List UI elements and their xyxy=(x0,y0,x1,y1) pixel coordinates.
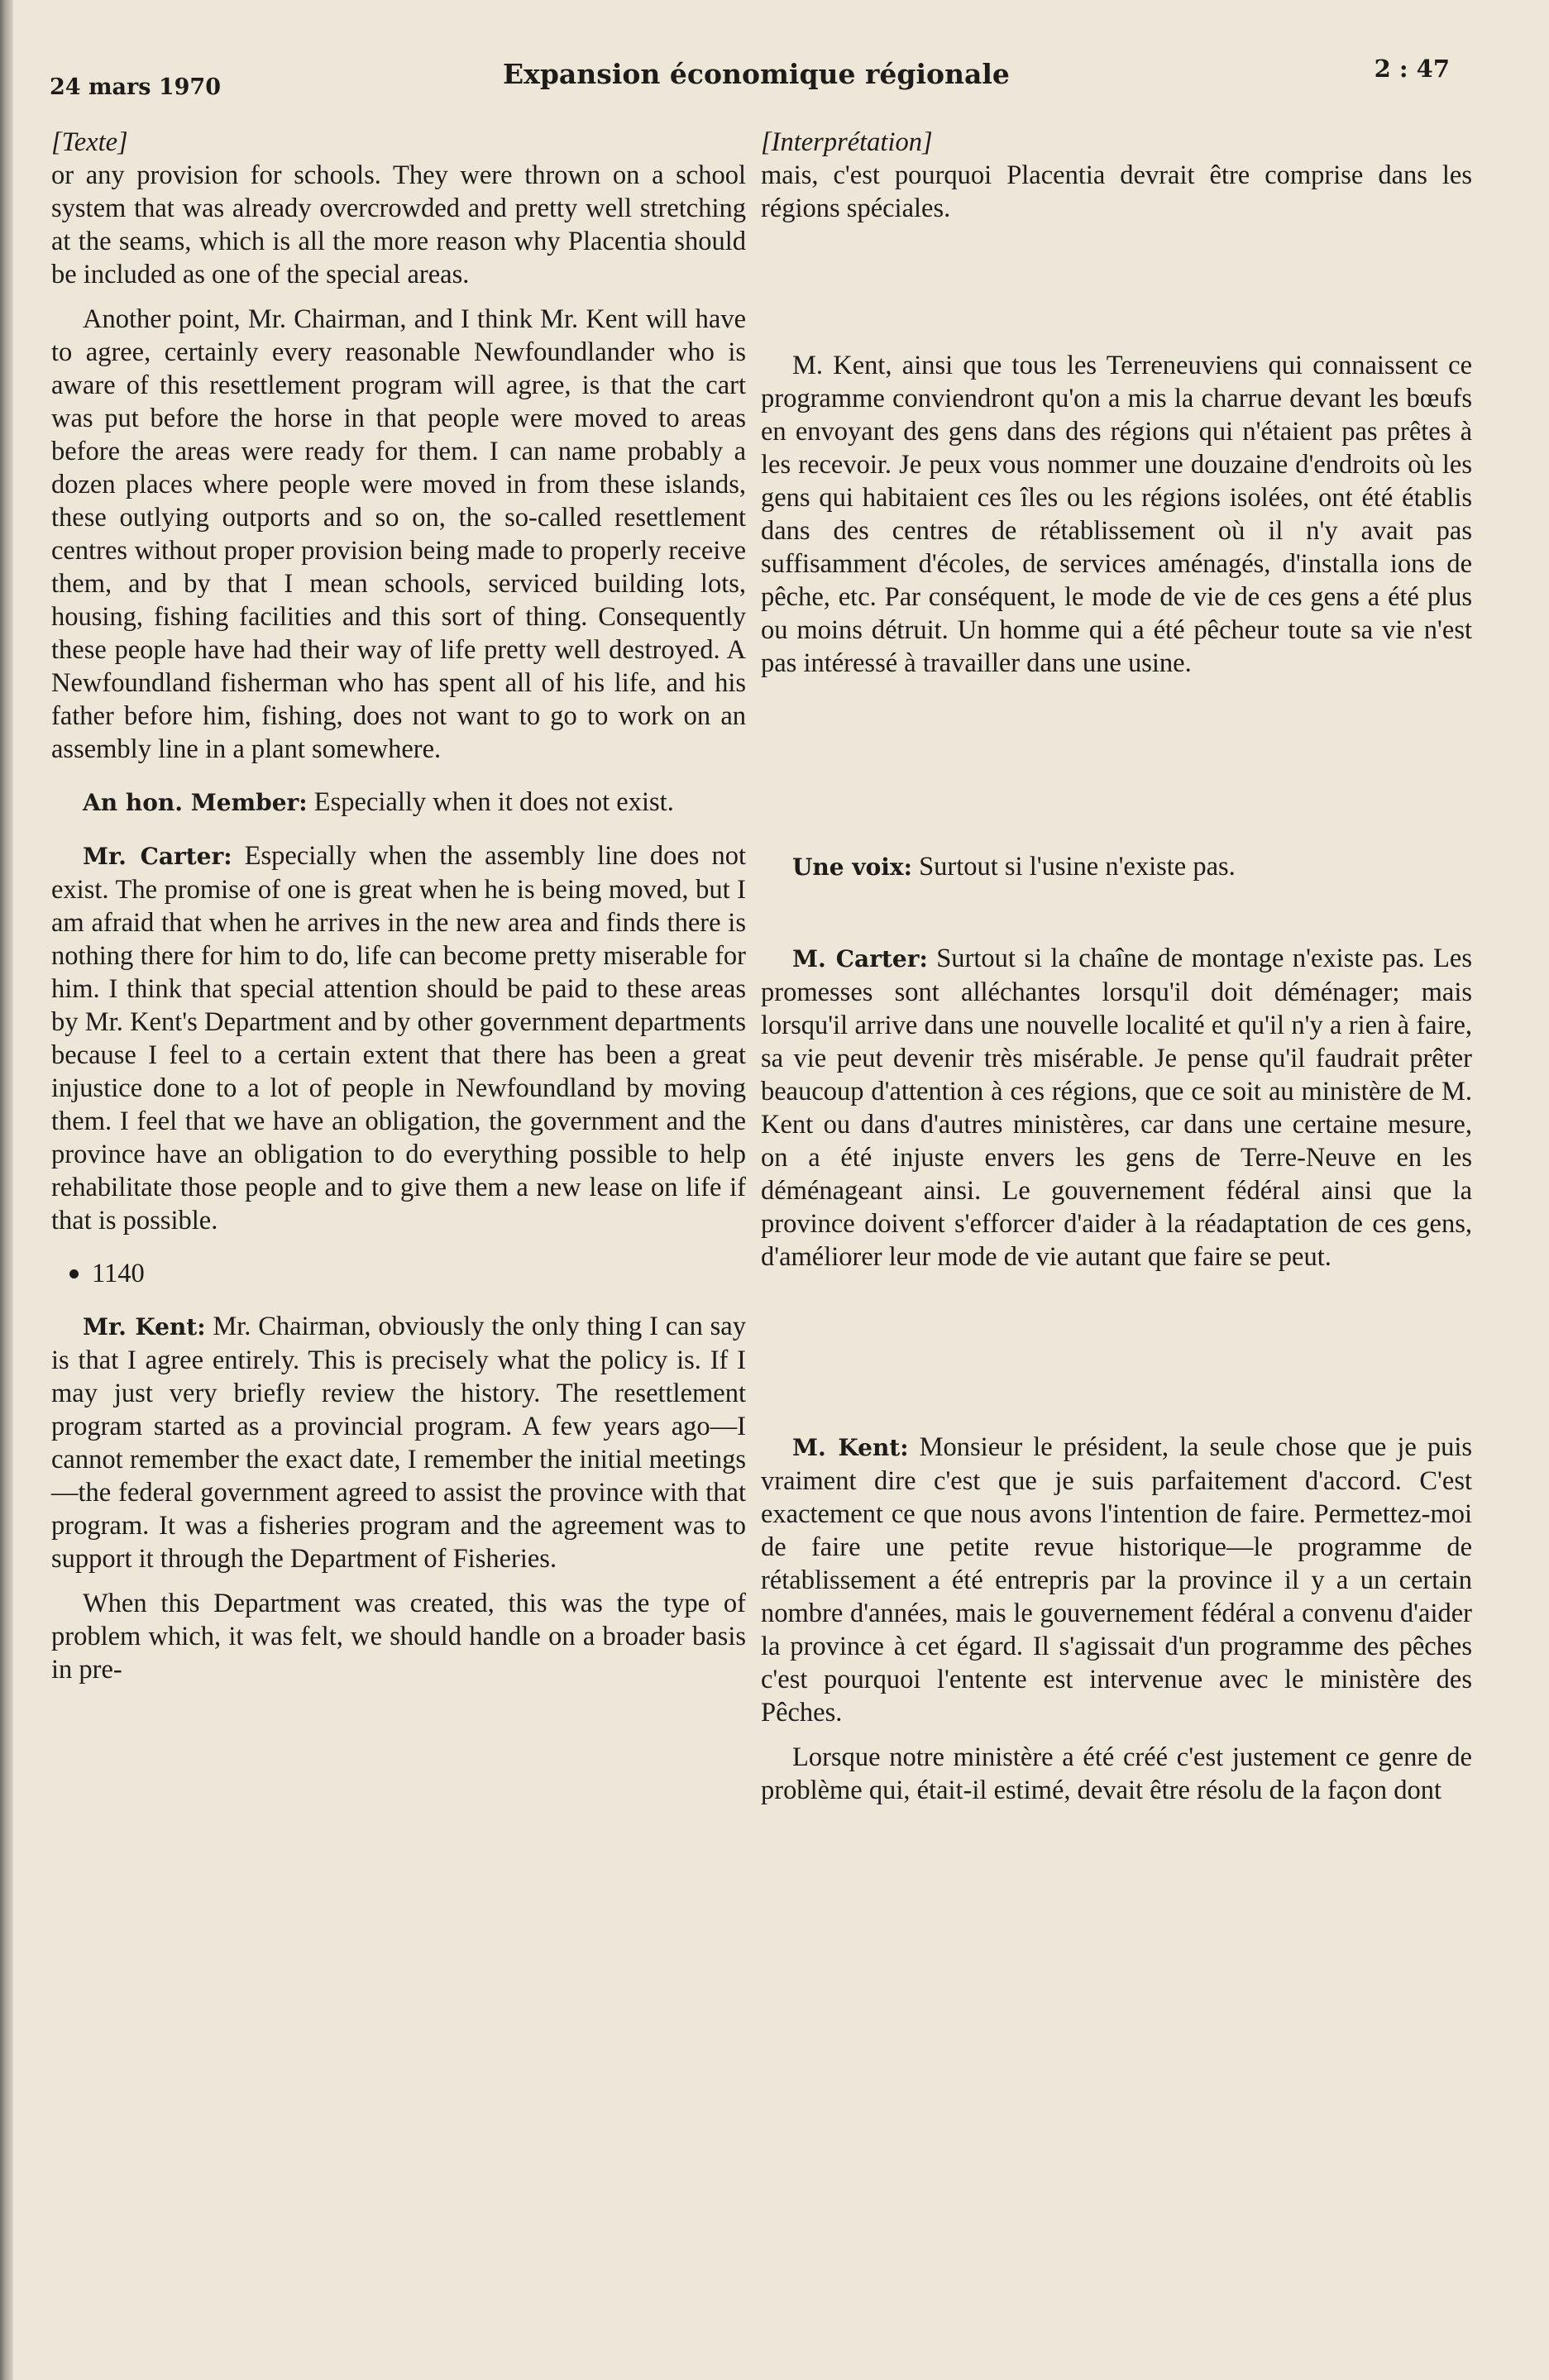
speaker-name: M. Kent: xyxy=(792,1434,909,1461)
paragraph: or any provision for schools. They were thrown on a school system that was already overcrowded and pretty well stretching at the seams, which is all the more reason why Placentia should be included as one of the special areas. xyxy=(51,160,746,289)
page-header xyxy=(50,51,1450,98)
speaker-name: Une voix: xyxy=(792,853,912,881)
interpretation-language-tag: [Interprétation] xyxy=(761,127,933,157)
speaker-name: M. Carter: xyxy=(792,945,928,973)
english-column xyxy=(51,126,746,1686)
time-marker-value: 1140 xyxy=(92,1259,145,1288)
text-language-tag: [Texte] xyxy=(51,127,128,157)
speech-paragraph xyxy=(51,786,746,820)
speech-paragraph xyxy=(51,1310,746,1575)
speech-paragraph xyxy=(761,942,1472,1274)
paragraph: mais, c'est pourquoi Placentia devrait être comprise dans les régions spéciales. xyxy=(761,160,1472,223)
speech-text: Especially when the assembly line does not exist. The promise of one is great when he is being moved, but I am afraid that when he arrives in the new area and finds there is nothing there for him to do, life can become pretty miserable for him. I think that special attention should be paid to these areas by Mr. Kent's Department and by other government departments because I feel to a certain extent that there has been a great injustice done to a lot of people in Newfoundland by moving them. I feel that we have an obligation, the government and the province have an obligation to do everything possible to help rehabilitate those people and to give them a new lease on life if that is possible. xyxy=(51,841,746,1235)
speech-text: Surtout si la chaîne de montage n'existe pas. Les promesses sont alléchantes lorsqu'il doit déménager; mais lorsqu'il arrive dans une nouvelle localité et qu'il n'y a rien à faire, sa vie peut devenir très misérable. Je pense qu'il faudrait prêter beaucoup d'attention à ces régions, que ce soit au ministère de M. Kent ou dans d'autres ministères, car dans une certaine mesure, on a été injuste envers les gens de Terre-Neuve en les déménageant ainsi. Le gouvernement fédéral ainsi que la province doivent s'efforcer d'aider à la réadaptation de ces gens, d'améliorer leur mode de vie autant que faire se peut. xyxy=(761,944,1472,1272)
header-date: 24 mars 1970 xyxy=(50,74,222,100)
book-spine-shadow xyxy=(0,0,13,2380)
paragraph: Lorsque notre ministère a été créé c'est justement ce genre de problème qui, était-il estimé, devait être résolu de la façon dont xyxy=(761,1742,1472,1805)
french-column xyxy=(761,126,1472,1807)
speech-paragraph xyxy=(761,1431,1472,1729)
speaker-name: An hon. Member: xyxy=(83,789,308,816)
speaker-name: Mr. Carter: xyxy=(83,843,232,870)
time-marker xyxy=(51,1257,746,1290)
speech-paragraph xyxy=(761,850,1472,884)
paragraph: M. Kent, ainsi que tous les Terreneuviens qui connaissent ce programme conviendront qu'on a mis la charrue devant les bœufs en envoyant des gens dans des régions qui n'étaient pas prêtes à les recevoir. Je peux vous nommer une douzaine d'endroits où les gens qui habitaient ces îles ou les régions isolées, ont été établis dans des centres de rétablissement où il n'y avait pas suffisamment d'écoles, de services aménagés, d'installa ions de pêche, etc. Par conséquent, le mode de vie de ces gens a été plus ou moins détruit. Un homme qui a été pêcheur toute sa vie n'est pas intéressé à travailler dans une usine. xyxy=(761,351,1472,678)
paragraph: When this Department was created, this was the type of problem which, it was felt, we should handle on a broader basis in pre- xyxy=(51,1589,746,1685)
header-page-number: 2 : 47 xyxy=(1374,55,1450,83)
header-title: Expansion économique régionale xyxy=(503,58,1010,90)
speaker-name: Mr. Kent: xyxy=(83,1313,206,1341)
speech-paragraph xyxy=(51,839,746,1237)
paragraph: Another point, Mr. Chairman, and I think Mr. Kent will have to agree, certainly every reasonable Newfoundlander who is aware of this resettlement program will agree, is that the cart was put before the horse in that people were moved to areas before the areas were ready for them. I can name probably a dozen places where people were moved in from these islands, these outlying outports and so on, the so-called resettlement centres without proper provision being made to properly receive them, and by that I mean schools, serviced building lots, housing, fishing facilities and this sort of thing. Consequently these people have had their way of life pretty well destroyed. A Newfoundland fisherman who has spent all of his life, and his father before him, fishing, does not want to go to work on an assembly line in a plant somewhere. xyxy=(51,304,746,764)
speech-text: Surtout si l'usine n'existe pas. xyxy=(911,852,1236,882)
speech-text: Especially when it does not exist. xyxy=(307,787,674,817)
speech-text: Mr. Chairman, obviously the only thing I can say is that I agree entirely. This is precisely what the policy is. If I may just very briefly review the history. The resettlement program started as a provincial program. A few years ago—I cannot remember the exact date, I remember the initial meetings—the federal government agreed to assist the province with that program. It was a fisheries program and the agreement was to support it through the Department of Fisheries. xyxy=(51,1312,746,1574)
bullet-icon xyxy=(69,1269,79,1278)
speech-text: Monsieur le président, la seule chose que je puis vraiment dire c'est que je suis parfaitement d'accord. C'est exactement ce que nous avons l'intention de faire. Permettez-moi de faire une petite revue historique—le programme de rétablissement a été entrepris par la province il y a un certain nombre d'années, mais le gouvernement fédéral a convenu d'aider la province à cet égard. Il s'agissait d'un programme des pêches c'est pourquoi l'entente est intervenue avec le ministère des Pêches. xyxy=(761,1432,1472,1728)
